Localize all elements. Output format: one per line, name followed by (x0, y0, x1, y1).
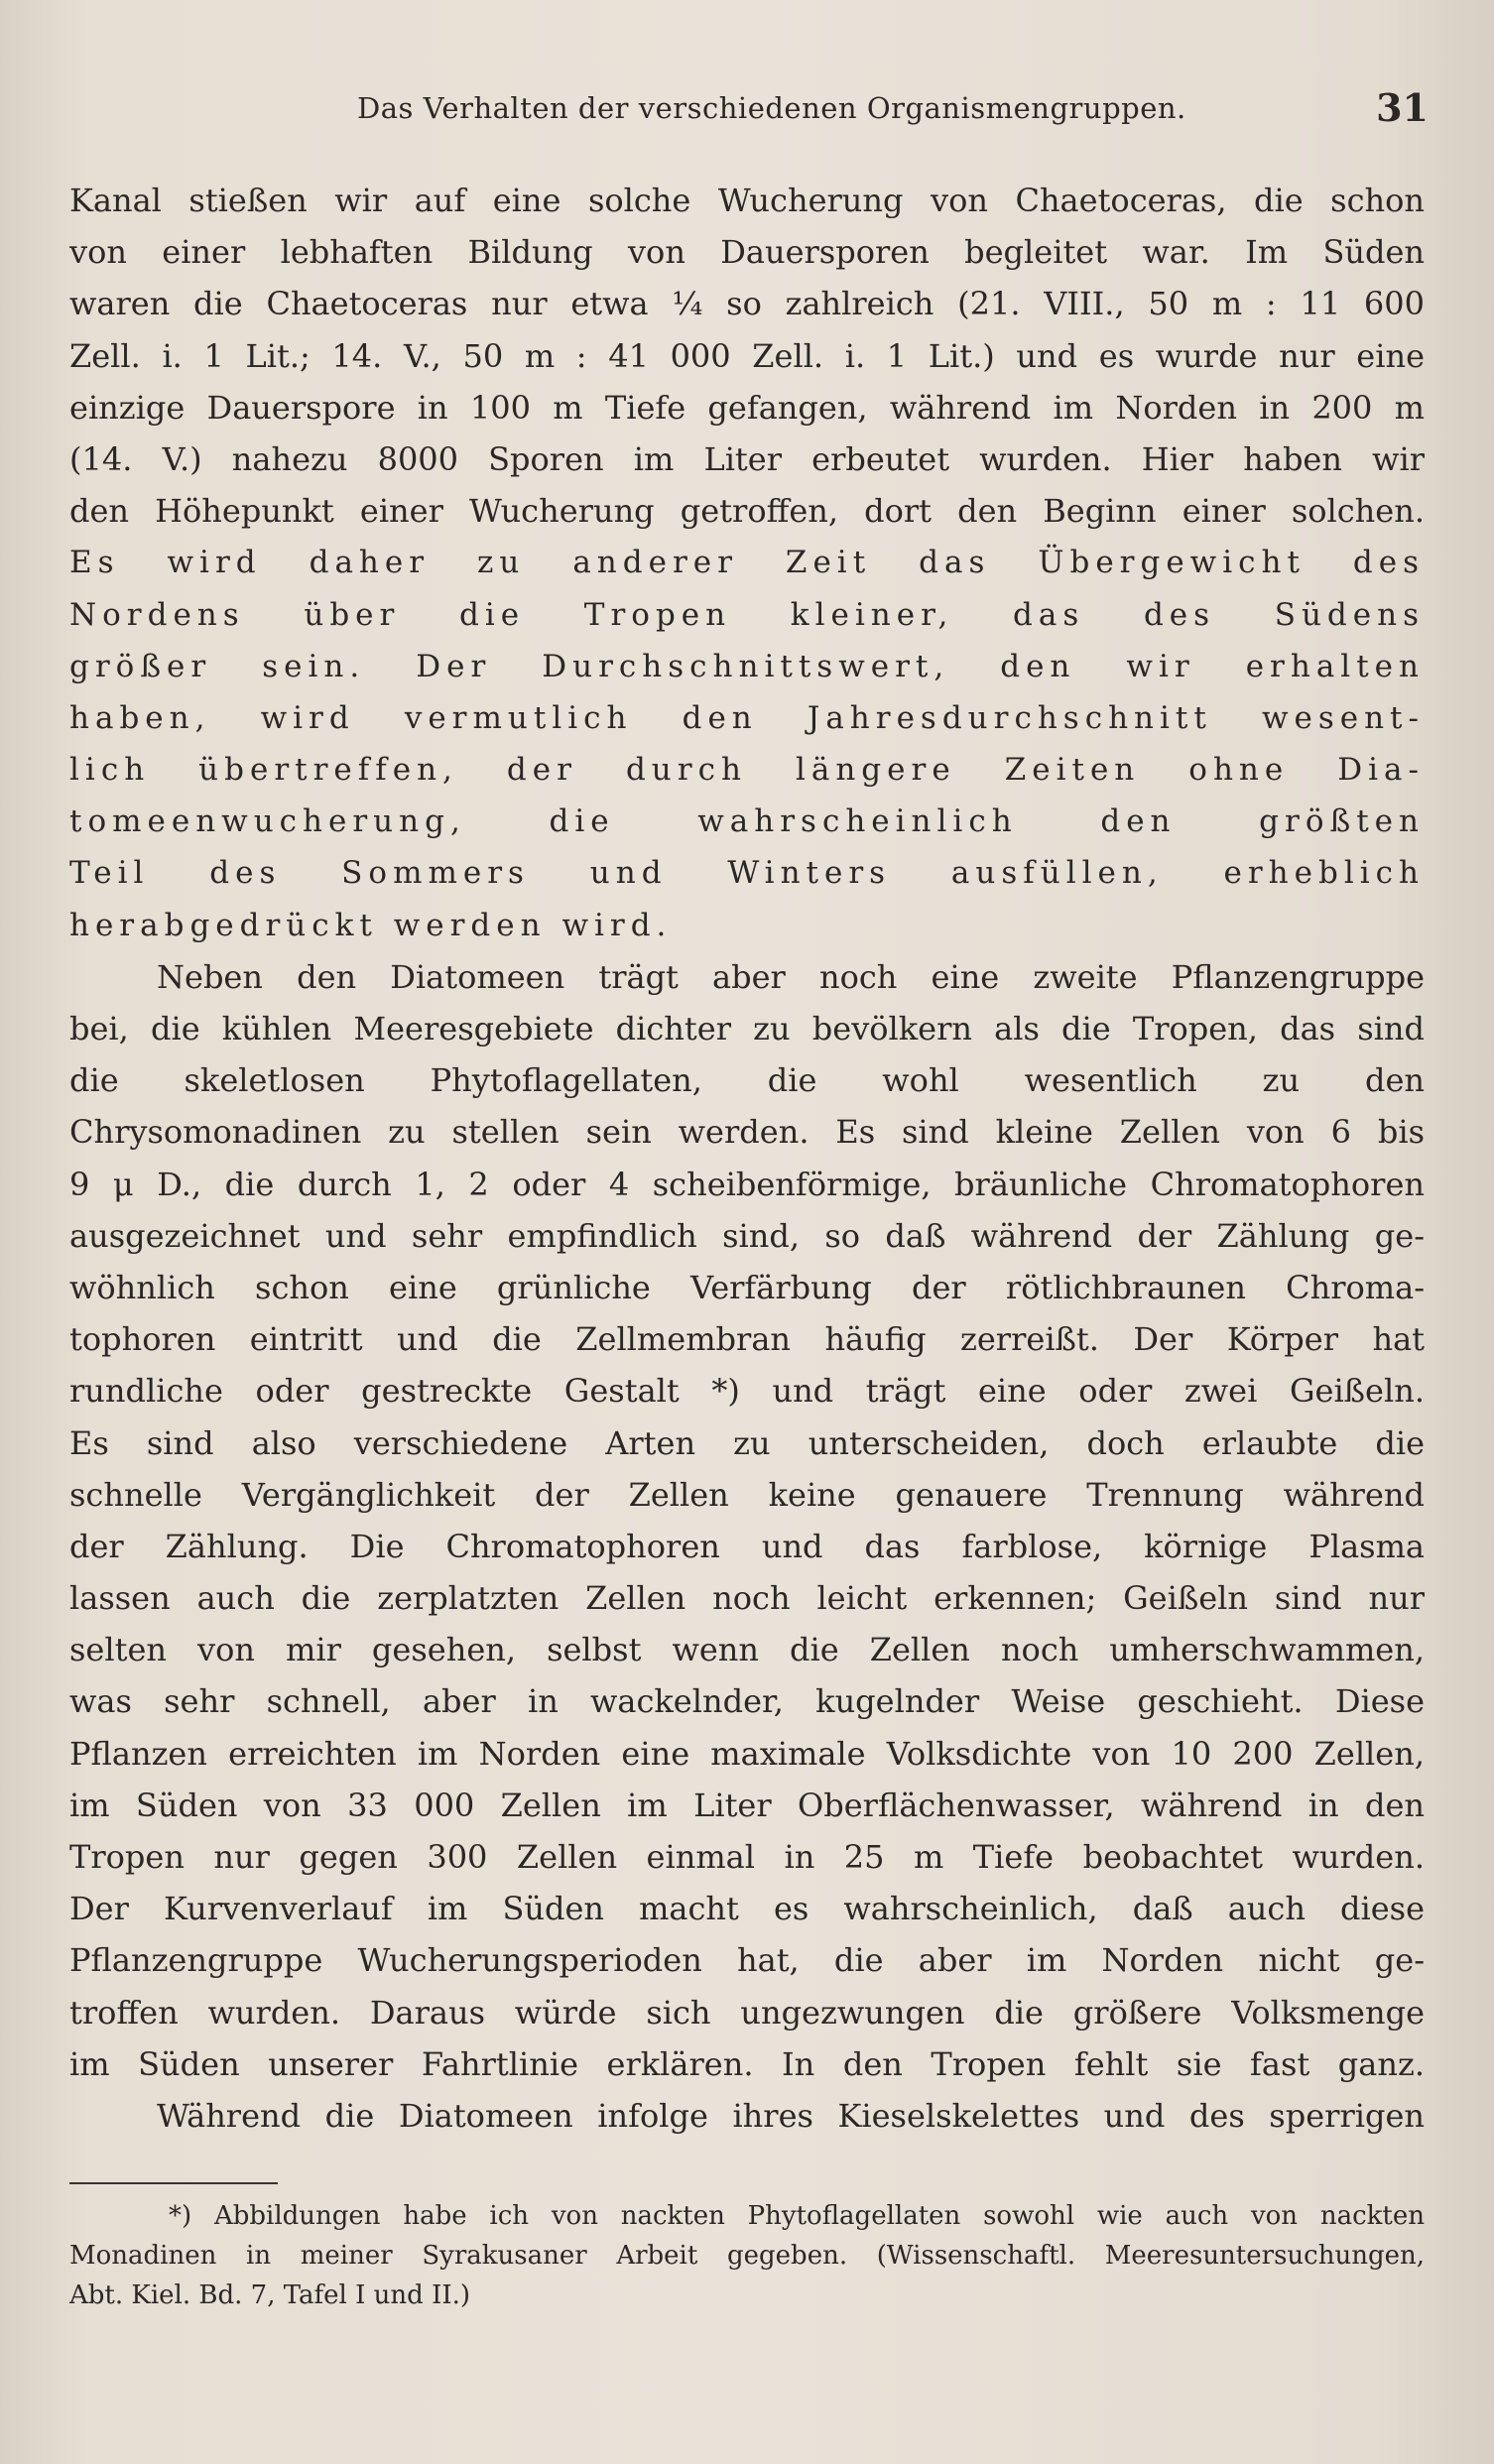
text-line: Pflanzengruppe Wucherungsperioden hat, die aber im Norden nicht ge- (69, 1941, 1425, 1980)
text-line: ausgezeichnet und sehr empfindlich sind, so daß während der Zählung ge- (69, 1216, 1425, 1255)
text-line: den Höhepunkt einer Wucherung getroffen, dort den Beginn einer solchen. (69, 492, 1425, 531)
text-line: von einer lebhaften Bildung von Dauersporen begleitet war. Im Süden (69, 233, 1425, 272)
text-line: Der Kurvenverlauf im Süden macht es wahrscheinlich, daß auch diese (69, 1890, 1425, 1928)
text-line: Tropen nur gegen 300 Zellen einmal in 25 m Tiefe beobachtet wurden. (69, 1838, 1425, 1876)
text-line: Zell. i. 1 Lit.; 14. V., 50 m : 41 000 Zell. i. 1 Lit.) und es wurde nur eine (69, 336, 1425, 375)
text-line: troffen wurden. Daraus würde sich ungezwungen die größere Volksmenge (69, 1993, 1425, 2032)
page-number: 31 (1376, 85, 1429, 130)
footnote-line: Monadinen in meiner Syrakusaner Arbeit gegeben. (Wissenschaftl. Meeresuntersuchungen, (69, 2241, 1425, 2271)
text-line: bei, die kühlen Meeresgebiete dichter zu bevölkern als die Tropen, das sind (69, 1010, 1425, 1047)
text-line: Es sind also verschiedene Arten zu unterscheiden, doch erlaubte die (69, 1423, 1425, 1462)
text-line-spaced: größer sein. Der Durchschnittswert, den wir erhalten (69, 648, 1425, 684)
text-line: wöhnlich schon eine grünliche Verfärbung der rötlichbraunen Chroma- (69, 1268, 1425, 1306)
text-line-spaced: Es wird daher zu anderer Zeit das Übergewicht des (69, 545, 1425, 581)
text-line: rundliche oder gestreckte Gestalt *) und trägt eine oder zwei Geißeln. (69, 1372, 1425, 1411)
text-line: Kanal stießen wir auf eine solche Wucherung von Chaetoceras, die schon (69, 182, 1425, 219)
text-line-spaced: haben, wird vermutlich den Jahresdurchschnitt wesent- (69, 699, 1425, 736)
text-line: selten von mir gesehen, selbst wenn die Zellen noch umherschwammen, (69, 1631, 1425, 1669)
text-line: Pflanzen erreichten im Norden eine maximale Volksdichte von 10 200 Zellen, (69, 1734, 1425, 1773)
text-line: im Süden unserer Fahrtlinie erklären. In den Tropen fehlt sie fast ganz. (69, 2044, 1425, 2083)
text-line: schnelle Vergänglichkeit der Zellen keine genauere Trennung während (69, 1475, 1425, 1514)
text-line: (14. V.) nahezu 8000 Sporen im Liter erbeutet wurden. Hier haben wir (69, 439, 1425, 478)
text-line-spaced: tomeenwucherung, die wahrscheinlich den größten (69, 803, 1425, 840)
text-line: was sehr schnell, aber in wackelnder, kugelnder Weise geschieht. Diese (69, 1682, 1425, 1721)
text-line-spaced: Nordens über die Tropen kleiner, das des Südens (69, 596, 1425, 633)
text-line: einzige Dauerspore in 100 m Tiefe gefangen, während im Norden in 200 m (69, 388, 1425, 427)
text-line: tophoren eintritt und die Zellmembran häufig zerreißt. Der Körper hat (69, 1320, 1425, 1359)
text-line: lassen auch die zerplatzten Zellen noch leicht erkennen; Geißeln sind nur (69, 1579, 1425, 1618)
body-text (69, 175, 1425, 2142)
text-line: der Zählung. Die Chromatophoren und das farblose, körnige Plasma (69, 1527, 1425, 1565)
text-line-spaced: herabgedrückt werden wird. (69, 907, 673, 943)
text-line: Neben den Diatomeen trägt aber noch eine zweite Pflanzengruppe (157, 957, 1425, 996)
running-title: Das Verhalten der verschiedenen Organismengruppen. (357, 91, 1186, 125)
page-header (69, 85, 1429, 135)
text-line: die skeletlosen Phytoflagellaten, die wohl wesentlich zu den (69, 1061, 1425, 1100)
text-line: waren die Chaetoceras nur etwa ¼ so zahlreich (21. VIII., 50 m : 11 600 (69, 285, 1425, 323)
footnote (69, 2196, 1425, 2315)
footnote-line: *) Abbildungen habe ich von nackten Phytoflagellaten sowohl wie auch von nackten (169, 2201, 1425, 2231)
footnote-line: Abt. Kiel. Bd. 7, Tafel I und II.) (69, 2280, 471, 2310)
text-line-spaced: Teil des Sommers und Winters ausfüllen, erheblich (69, 855, 1425, 892)
text-line: im Süden von 33 000 Zellen im Liter Oberflächenwasser, während in den (69, 1786, 1425, 1824)
footnote-rule (69, 2182, 278, 2184)
text-line: 9 μ D., die durch 1, 2 oder 4 scheibenförmige, bräunliche Chromatophoren (69, 1165, 1425, 1203)
text-line: Während die Diatomeen infolge ihres Kieselskelettes und des sperrigen (157, 2096, 1425, 2135)
text-line: Chrysomonadinen zu stellen sein werden. Es sind kleine Zellen von 6 bis (69, 1113, 1425, 1152)
text-line-spaced: lich übertreffen, der durch längere Zeiten ohne Dia- (69, 752, 1425, 789)
